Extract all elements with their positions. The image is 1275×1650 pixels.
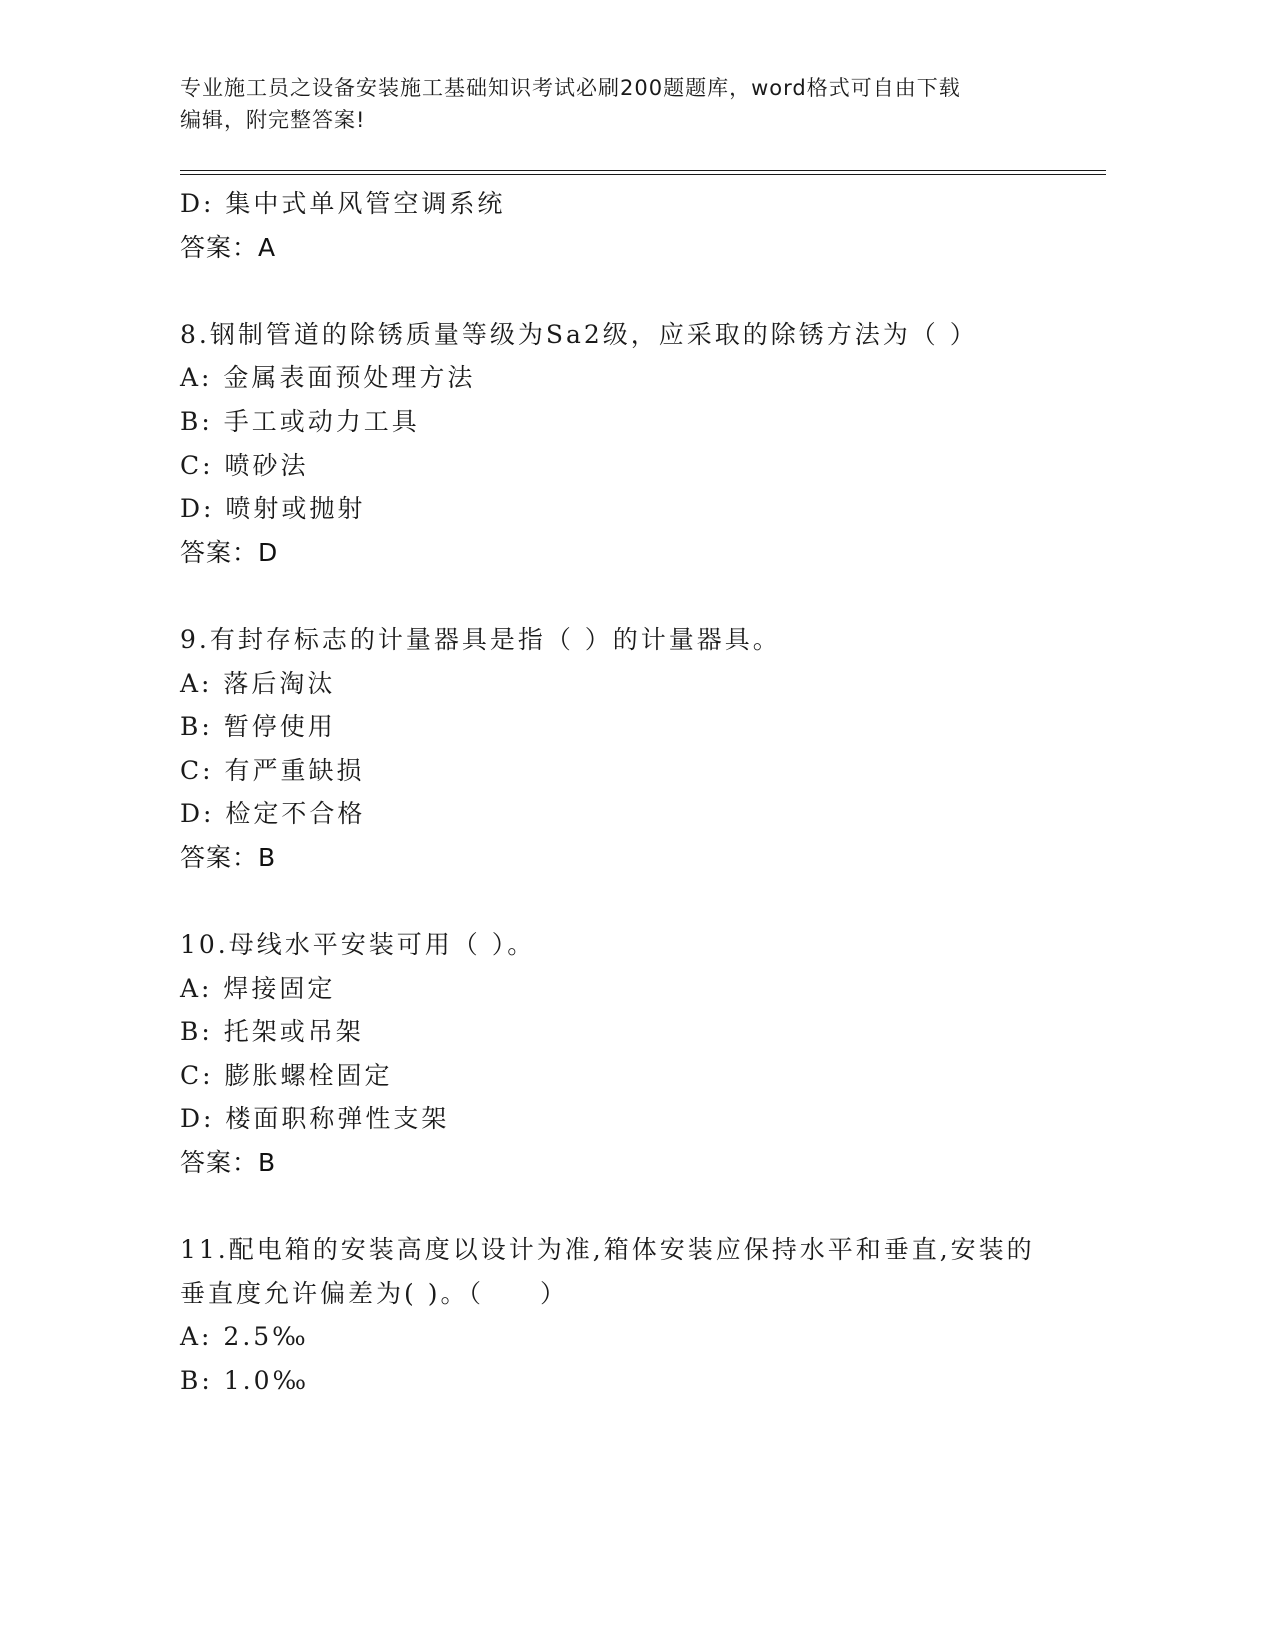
answer-line: 答案：B [180, 1148, 277, 1178]
question-list [180, 182, 1080, 1403]
spacer [180, 1185, 1080, 1229]
header-divider-top [180, 170, 1106, 171]
option-d: D: 集中式单风管空调系统 [180, 189, 506, 218]
option-b: B: 手工或动力工具 [180, 406, 420, 436]
question-stem-line-2: 垂直度允许偏差为( )。（ ） [180, 1278, 568, 1308]
option-d: D: 检定不合格 [180, 799, 366, 829]
option-d: D: 楼面职称弹性支架 [180, 1104, 450, 1134]
option-a: A: 落后淘汰 [180, 668, 336, 698]
answer-line: 答案：D [180, 537, 279, 567]
option-a: A: 焊接固定 [180, 973, 336, 1003]
question-stem: 9.有封存标志的计量器具是指（ ）的计量器具。 [180, 624, 781, 654]
spacer [180, 880, 1080, 924]
answer-line: 答案：A [180, 232, 277, 262]
question-stem: 10.母线水平安装可用（ ）。 [180, 930, 536, 960]
header-divider-bottom [180, 174, 1106, 175]
spacer [180, 269, 1080, 313]
question-stem-line-1: 11.配电箱的安装高度以设计为准,箱体安装应保持水平和垂直,安装的 [180, 1235, 1035, 1265]
header-title-line-1: 专业施工员之设备安装施工基础知识考试必刷200题题库，word格式可自由下载 [180, 76, 961, 100]
header-title-line-2: 编辑，附完整答案! [180, 108, 366, 132]
option-a: A: 金属表面预处理方法 [180, 363, 476, 393]
option-c: C: 有严重缺损 [180, 755, 365, 785]
option-c: C: 膨胀螺栓固定 [180, 1060, 393, 1090]
option-d: D: 喷射或抛射 [180, 494, 366, 524]
answer-line: 答案：B [180, 842, 277, 872]
option-b: B: 暂停使用 [180, 712, 336, 742]
option-c: C: 喷砂法 [180, 450, 309, 480]
question-stem: 8.钢制管道的除锈质量等级为Sa2级，应采取的除锈方法为（ ） [180, 319, 978, 349]
option-b: B: 1.0‰ [180, 1366, 310, 1396]
document-header [180, 72, 1050, 136]
option-a: A: 2.5‰ [180, 1322, 309, 1352]
option-b: B: 托架或吊架 [180, 1017, 364, 1047]
spacer [180, 574, 1080, 618]
